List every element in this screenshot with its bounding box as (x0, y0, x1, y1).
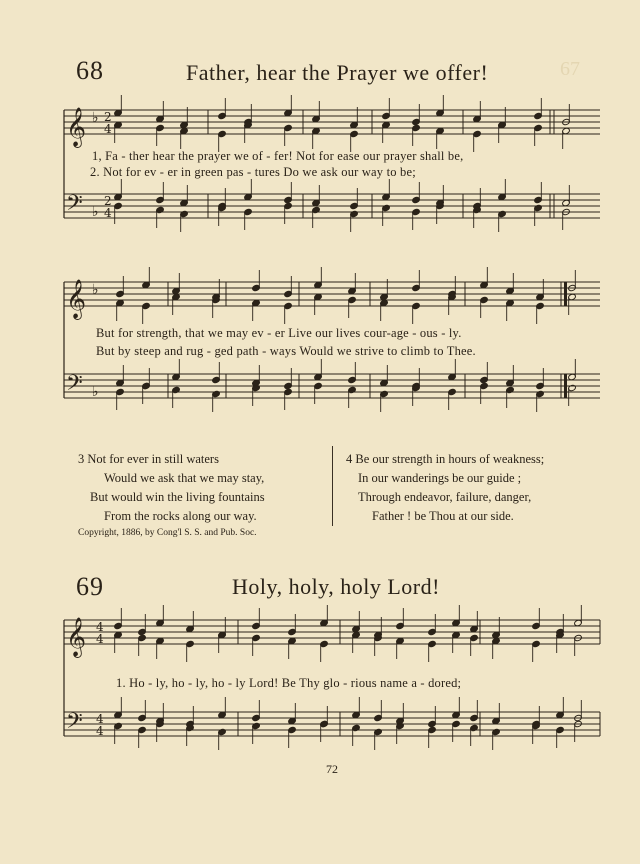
system-1-treble-clef: 𝄞 (66, 107, 87, 147)
system-2-bass-key-flat: ♭ (92, 384, 99, 400)
verse-4-line-3: Through endeavor, failure, danger, (358, 490, 532, 504)
system-1-bass-key-flat: ♭ (92, 204, 99, 220)
hymn-69-number: 69 (76, 572, 104, 601)
bleed-through-number: 67 (560, 58, 580, 80)
system-3-bass-clef: 𝄢 (66, 709, 83, 739)
hymn-69-verse1: 1. Ho - ly, ho - ly, ho - ly Lord! Be Thy glo - rious name a - dored; (116, 676, 462, 690)
system-3-bass-time-top: 4 (96, 712, 104, 726)
copyright-notice: Copyright, 1886, by Cong'l S. S. and Pub. Soc. (78, 528, 257, 538)
system-1-bass-time-top: 2 (104, 194, 112, 208)
system-1-bass-clef: 𝄢 (66, 191, 83, 221)
verse-4-line-1: Be our strength in hours of weakness; (355, 452, 545, 466)
verse-3-line-2: Would we ask that we may stay, (104, 471, 265, 485)
verse-4-line-4: Father ! be Thou at our side. (372, 509, 514, 523)
hymn-68-system2-verse2: But by steep and rug - ged path - ways Would we strive to climb to Thee. (96, 344, 476, 358)
system-2-treble-final-bar (564, 282, 567, 306)
system-2-treble-key-flat: ♭ (92, 282, 99, 298)
hymn-68-number: 68 (76, 56, 104, 85)
hymn-68-system1-verse2: 2. Not for ev - er in green pas - tures Do we ask our way to be; (90, 165, 416, 179)
verse-3-line-4: From the rocks along our way. (104, 509, 257, 523)
hymn-68-system1-verse1: 1, Fa - ther hear the prayer we of - fer! Not for ease our prayer shall be, (92, 149, 464, 163)
system-1-treble-staff (64, 110, 600, 134)
system-1-treble-time-top: 2 (104, 110, 112, 124)
system-3-treble-clef: 𝄞 (66, 617, 87, 657)
system-2-treble-clef: 𝄞 (66, 279, 87, 319)
hymn-68-title: Father, hear the Prayer we offer! (186, 60, 489, 85)
hymn-69-title: Holy, holy, holy Lord! (232, 574, 440, 599)
page-number: 72 (326, 762, 338, 776)
verse-4-number: 4 (346, 452, 353, 466)
system-1-bass-time-bottom: 4 (104, 206, 112, 220)
verse-3-number: 3 (78, 452, 85, 466)
system-3-bass-time-bottom: 4 (96, 724, 104, 738)
verse-3-line-1: Not for ever in still waters (87, 452, 219, 466)
system-2-bass-clef: 𝄢 (66, 371, 83, 401)
system-3-treble-time-bottom: 4 (96, 632, 104, 646)
system-2-bass-final-bar (564, 374, 567, 398)
system-1-treble-time-bottom: 4 (104, 122, 112, 136)
system-3-treble-time-top: 4 (96, 620, 104, 634)
verse-4-line-2: In our wanderings be our guide ; (358, 471, 522, 485)
verse-3-line-3: But would win the living fountains (90, 490, 265, 504)
system-1-bass-staff (64, 194, 600, 218)
system-1-treble-key-flat: ♭ (92, 110, 99, 126)
hymn-68-system2-verse1: But for strength, that we may ev - er Live our lives cour-age - ous - ly. (96, 326, 462, 340)
